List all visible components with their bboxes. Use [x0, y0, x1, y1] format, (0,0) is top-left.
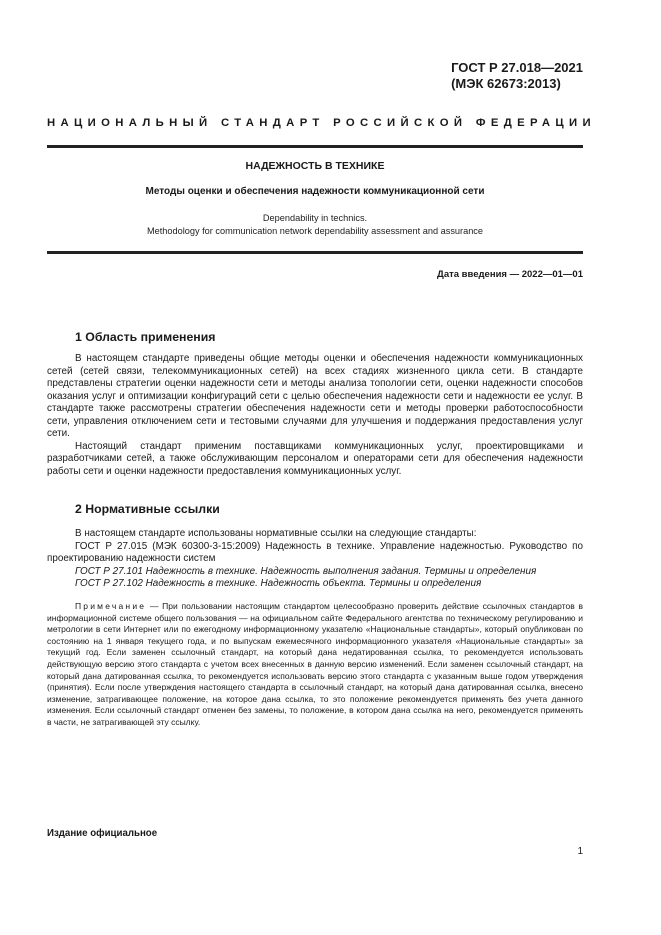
section2-paragraph: В настоящем стандарте использованы нормативные ссылки на следующие стандарты:: [75, 528, 477, 539]
section2-body: [47, 528, 583, 591]
reference-item: ГОСТ Р 27.015 (МЭК 60300-3-15:2009) Надежность в технике. Управление надежностью. Руководство по проектированию надежности систем: [47, 540, 583, 564]
note-text: — При пользовании настоящим стандартом целесообразно проверить действие ссылочных стандартов в информационной системе общего пользования — на официальном сайте Федерального агентства по техническому регулированию и метрологии в сети Интернет или по ежегодному информационному указателю «Национальные стандарты», который опубликован по состоянию на 1 января текущего года, и по выпускам ежемесячного информационного указателя «Национальные стандарты» за текущий год. Если заменен ссылочный стандарт, на который дана недатированная ссылка, то рекомендуется использовать действующую версию этого стандарта с учетом всех внесенных в данную версию изменений. Если заменен ссылочный стандарт, на который дана датированная ссылка, то рекомендуется использовать версию этого стандарта с указанным выше годом утверждения (принятия). Если после утверждения настоящего стандарта в ссылочный стандарт, на который дана датированная ссылка, внесено изменение, затрагивающее положение, на которое дана ссылка, то это положение рекомендуется применять без учета данного изменения. Если ссылочный стандарт отменен без замены, то положение, в котором дана ссылка на него, рекомендуется применять в части, не затрагивающей эту ссылку.: [47, 601, 583, 727]
top-rule: [47, 145, 583, 148]
edition-label: Издание официальное: [47, 828, 158, 839]
section1-body: [47, 353, 583, 478]
page-number: 1: [577, 846, 583, 857]
section1-heading: 1 Область применения: [75, 330, 216, 344]
standard-number-block: [451, 60, 583, 92]
section1-paragraph: В настоящем стандарте приведены общие методы оценки и обеспечения надежности коммуникационных сетей (сетей связи, телекоммуникационных сетей) на всех стадиях жизненного цикла сети. В стандарте представлены стратегии оценки надежности сети и методы анализа топологии сети, оценки надежности способов оказания услуг и оптимизации конфигураций сети с целью обеспечения надежности сети и надежности ее услуг. В стандарте также рассмотрены стратегии обеспечения надежности сети и методы проверки работоспособности сети, управления отключением сети и тестовыми случаями для улучшения и поддержания предоставления услуг сети.: [47, 353, 583, 439]
document-subtitle: Методы оценки и обеспечения надежности коммуникационной сети: [145, 186, 485, 197]
reference-item: ГОСТ Р 27.101 Надежность в технике. Надежность выполнения задания. Термины и определения: [75, 565, 537, 577]
english-title-line2: Methodology for communication network dependability assessment and assurance: [146, 225, 484, 236]
iec-number: (МЭК 62673:2013): [451, 76, 561, 91]
section2-heading: 2 Нормативные ссылки: [75, 502, 220, 516]
document-title: НАДЕЖНОСТЬ В ТЕХНИКЕ: [245, 160, 385, 172]
note-label: Примечание: [75, 601, 147, 611]
standard-number: ГОСТ Р 27.018—2021: [451, 60, 583, 75]
english-title: [47, 212, 583, 237]
national-standard-banner: НАЦИОНАЛЬНЫЙ СТАНДАРТ РОССИЙСКОЙ ФЕДЕРАЦИИ: [47, 117, 596, 129]
introduction-date: Дата введения — 2022—01—01: [437, 269, 583, 280]
reference-item: ГОСТ Р 27.102 Надежность в технике. Надежность объекта. Термины и определения: [75, 578, 482, 589]
note-paragraph: [47, 601, 583, 729]
bottom-rule: [47, 251, 583, 254]
section1-paragraph: Настоящий стандарт применим поставщиками коммуникационных услуг, проектировщиками и разработчиками сетей, а также обслуживающим персоналом и операторами сети для обеспечения надежности работы сети и оценки надежности предоставления коммуникационных услуг.: [47, 440, 583, 477]
note-block: [47, 601, 583, 729]
english-title-line1: Dependability in technics.: [262, 213, 368, 223]
